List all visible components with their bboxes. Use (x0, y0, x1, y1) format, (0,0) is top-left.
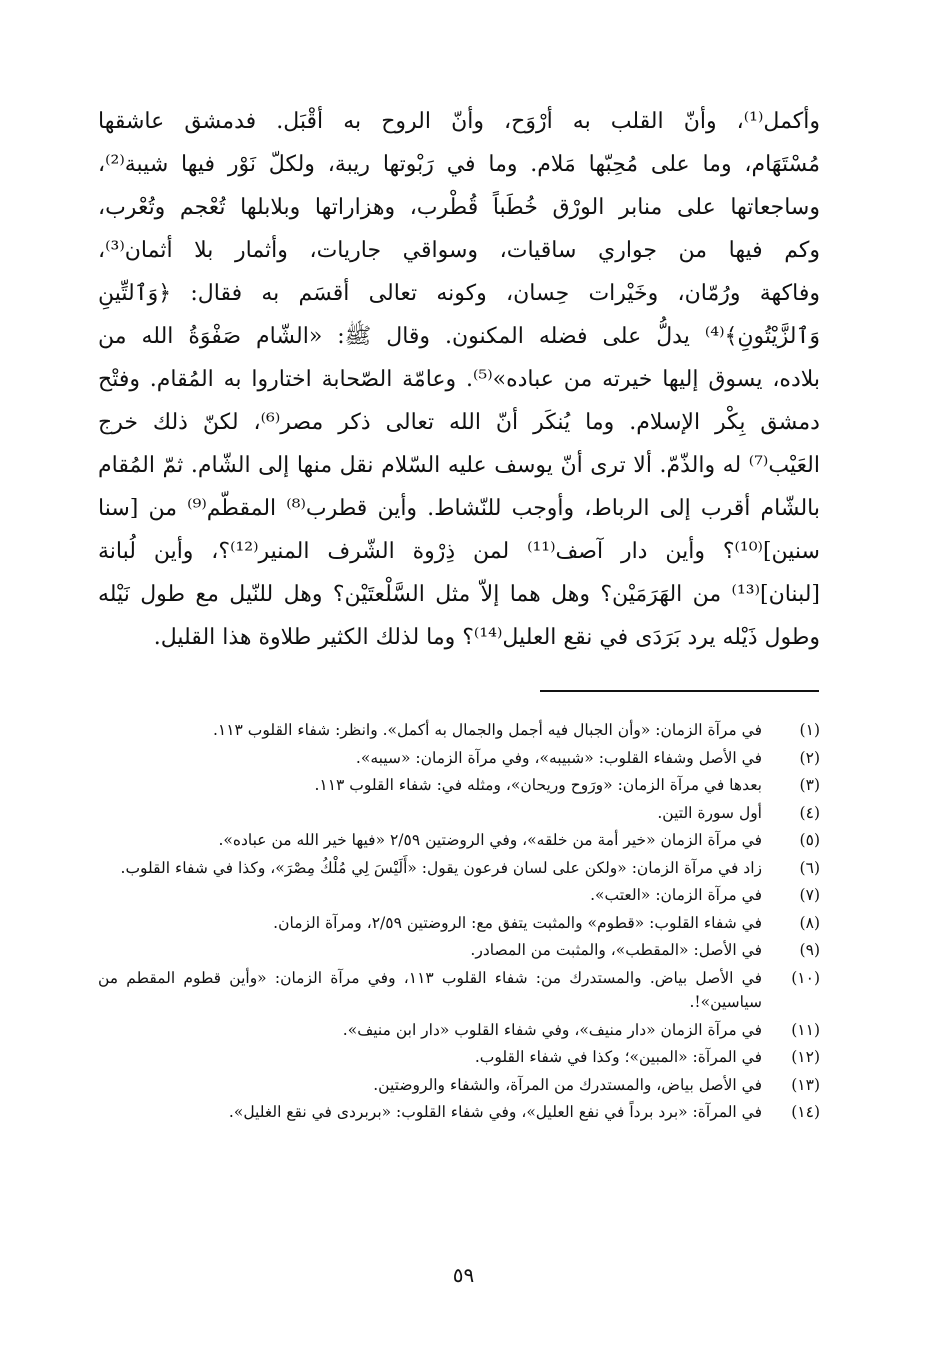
footnote-number: (١٣) (791, 1075, 820, 1094)
text-line: العَيْب⁽⁷⁾ له والذّمّ. ألا ترى أنّ يوسف عليه السّلام نقل منها إلى الشّام. ثمّ المُقام (98, 453, 820, 478)
footnote-text: أول سورة التين. (657, 803, 762, 822)
text-line: وساجعاتها على منابر الورْق خُطَباً قُطْرب، وهزاراتها وبلابلها تُعْجم وتُعْرب، (98, 195, 820, 220)
footnote-number: (١٤) (791, 1103, 820, 1121)
footnote-number: (٢) (799, 748, 820, 767)
footnote (98, 828, 820, 853)
footnote (98, 746, 820, 771)
footnote-text: في الأصل وشفاء القلوب: «شبيبه»، وفي مرآة الزمان: «سيبه». (355, 748, 762, 767)
text-line: وكم فيها من جواري ساقيات، وسواقي جاريات، وأثمار بلا أثمان⁽³⁾، (98, 238, 820, 263)
footnote-number: (٦) (799, 858, 820, 877)
footnote-text: في مرآة الزمان «خير أمة من خلقه»، وفي الروضتين ٢/٥٩ «فيها خير الله من عباده». (218, 831, 762, 849)
text-line: وأكمل⁽¹⁾، وأنّ القلب به أرْوَح، وأنّ الروح به أقْبَل. فدمشق عاشقها (98, 109, 820, 134)
footnote-number: (٨) (799, 913, 820, 932)
text-line: وَٱلزَّيْتُونِ﴾⁽⁴⁾ يدلُّ على فضله المكنون. وقال ﷺ: «الشّام صَفْوَةُ الله من (98, 324, 820, 349)
main-text (98, 100, 820, 659)
footnotes-list (98, 718, 820, 1128)
footnote (98, 1073, 820, 1098)
footnote (98, 773, 820, 798)
text-line: بلاده، يسوق إليها خيرته من عباده»⁽⁵⁾. وعامّة الصّحابة اختاروا به المُقام. وفتْح (98, 367, 820, 392)
footnote (98, 938, 820, 963)
footnote-number: (١٢) (791, 1048, 820, 1066)
footnote-text: في مرآة الزمان «دار منيف»، وفي شفاء القلوب «دار ابن منيف». (342, 1020, 762, 1039)
footnote-number: (١٠) (791, 968, 820, 987)
footnote-text: في الأصل بياض. والمستدرك من: شفاء القلوب ١١٣، وفي مرآة الزمان: «وأين قطوم المقطم من سياسين»!. (98, 968, 762, 1011)
text-line: وطول ذَيْله يرد بَرَدَى في نقع العليل⁽¹⁴⁾؟ وما لذلك الكثير طلاوة هذا القليل. (153, 625, 820, 650)
footnote-number: (٥) (799, 831, 820, 849)
text-line: سنين]⁽¹⁰⁾؟ وأين دار آصف⁽¹¹⁾ لمن ذِرْوة الشّرف المنير⁽¹²⁾؟، وأين لُبانة (98, 539, 820, 564)
text-line: وفاكهة ورُمّان، وخَيْرات حِسان، وكونه تعالى أقسَم به فقال: ﴿وَٱلتِّينِ (98, 281, 820, 306)
text-line: مُسْتَهَام، وما على مُحِبّها مَلام. وما في رَبْوتها ريبة، ولكلّ نَوْر فيها شيبة⁽²⁾، (98, 152, 820, 177)
footnote-text: بعدها في مرآة الزمان: «ورَوح وريحان»، ومثله في: شفاء القلوب ١١٣. (314, 776, 762, 794)
footnote (98, 911, 820, 936)
footnote-number: (٤) (799, 803, 820, 822)
footnote-text: في شفاء القلوب: «قطوم» والمثبت يتفق مع: الروضتين ٢/٥٩، ومرآة الزمان. (273, 913, 762, 932)
footnote-number: (٩) (799, 941, 820, 959)
footnote-text: زاد في مرآة الزمان: «ولكن على لسان فرعون يقول: «أَلَيْسَ لِي مُلْكُ مِصْرَ»، وكذا في شفاء القلوب. (120, 858, 762, 877)
footnote-text: في المرآة: «المبين»؛ وكذا في شفاء القلوب. (474, 1048, 762, 1066)
footnote (98, 1018, 820, 1043)
footnote-text: في مرآة الزمان: «وأن الجبال فيه أجمل والجمال به أكمل». وانظر: شفاء القلوب ١١٣. (212, 721, 762, 739)
footnote-number: (١١) (791, 1020, 820, 1039)
footnote-number: (٣) (799, 776, 820, 794)
footnote (98, 1100, 820, 1125)
page-number: ٥٩ (452, 1263, 475, 1287)
footnote (98, 883, 820, 908)
text-line: [لبنان]⁽¹³⁾ من الهَرَمَيْن؟ وهل هما إلاّ مثل السَّلْعتَيْن؟ وهل للنّيل مع طول نَيْله (98, 582, 820, 607)
footnote-number: (٧) (799, 886, 820, 904)
footnote-text: في مرآة الزمان: «العتب». (590, 886, 762, 904)
text-line: بالشّام أقرب إلى الرباط، وأوجب للنّشاط. وأين قطرب⁽⁸⁾ المقطّم⁽⁹⁾ من [سنا (98, 496, 820, 521)
footnote (98, 718, 820, 743)
footnote-text: في الأصل بياض، والمستدرك من المرآة، والشفاء والروضتين. (373, 1075, 762, 1094)
footnote (98, 1045, 820, 1070)
text-line: دمشق بِكْر الإسلام. وما يُنكَر أنّ الله تعالى ذكر مصر⁽⁶⁾، لكنّ ذلك خرج (98, 410, 820, 435)
footnote-separator (540, 690, 819, 692)
footnote (98, 966, 820, 1015)
footnote-text: في المرآة: «برد برداً في نفع العليل»، وفي شفاء القلوب: «بربردى في نقع الغليل». (228, 1103, 762, 1121)
footnote-number: (١) (799, 721, 820, 739)
footnote (98, 801, 820, 826)
footnote-text: في الأصل: «المقطب»، والمثبت من المصادر. (470, 941, 762, 959)
footnote (98, 856, 820, 881)
